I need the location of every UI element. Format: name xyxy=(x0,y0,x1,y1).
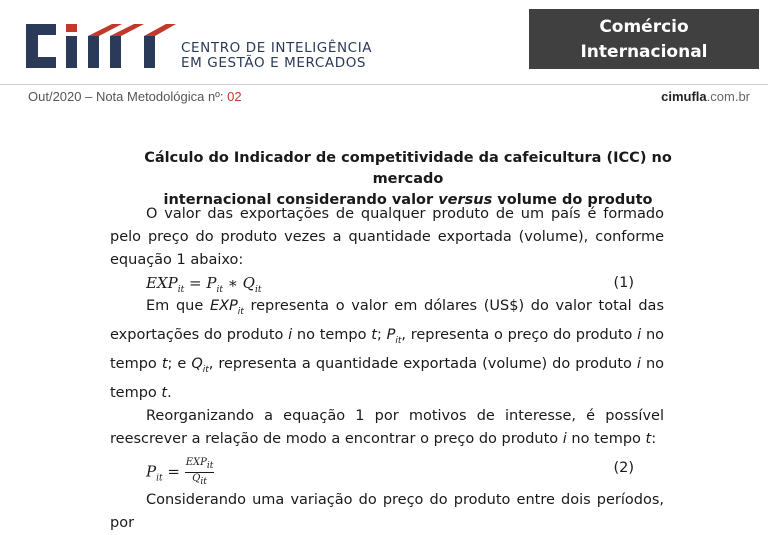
equation-1-number: (1) xyxy=(613,275,634,291)
note-label xyxy=(28,89,242,104)
site-link[interactable] xyxy=(661,89,750,104)
badge-line-2: Internacional xyxy=(580,42,708,62)
header-divider xyxy=(0,84,768,85)
title-line-1: Cálculo do Indicador de competitividade da cafeicultura (ICC) no mercado xyxy=(144,150,672,187)
equation-2-formula: $P_{it}$ = $\frac{EXP_{it}}{Q_{it}}$ xyxy=(146,456,214,487)
org-line-1: CENTRO DE INTELIGÊNCIA xyxy=(181,40,373,56)
document-title xyxy=(108,148,708,211)
note-number: 02 xyxy=(227,89,242,104)
title-line-2: internacional considerando valor versus volume do produto xyxy=(163,192,653,208)
paragraph-1: O valor das exportações de qualquer produto de um país é formado pelo preço do produto vezes a quantidade exportada (volume), conforme equação 1 abaixo: xyxy=(110,206,664,268)
note-prefix: Out/2020 – Nota Metodológica nº: xyxy=(28,89,224,104)
badge-line-1: Comércio xyxy=(599,17,689,37)
section-badge xyxy=(529,9,759,69)
equation-2 xyxy=(110,451,664,489)
equation-1-formula: $EXP_{it} = P_{it}$ ∗ $Q_{it}$ xyxy=(146,274,262,295)
org-line-2: EM GESTÃO E MERCADOS xyxy=(181,55,367,71)
paragraph-4: Considerando uma variação do preço do produto entre dois períodos, por xyxy=(110,491,664,531)
site-domain: .com.br xyxy=(706,89,750,104)
site-name: cimufla xyxy=(661,89,707,104)
cimi-logo xyxy=(26,20,176,72)
equation-2-number: (2) xyxy=(613,459,634,476)
document-body xyxy=(110,203,664,535)
paragraph-2: Em que $EXP_{it}$ representa o valor em dólares (US$) do valor total das exportações do produto i no tempo t; $P_{it}$, representa o preço do produto i no tempo t; e $Q_{it}$, representa a quantidade exportada (volume) do produto i no tempo t. xyxy=(110,298,665,401)
equation-1 xyxy=(110,272,664,295)
paragraph-3: Reorganizando a equação 1 por motivos de interesse, é possível reescrever a relação de modo a encontrar o preço do produto i no tempo t: xyxy=(110,407,664,447)
org-name xyxy=(181,41,372,71)
